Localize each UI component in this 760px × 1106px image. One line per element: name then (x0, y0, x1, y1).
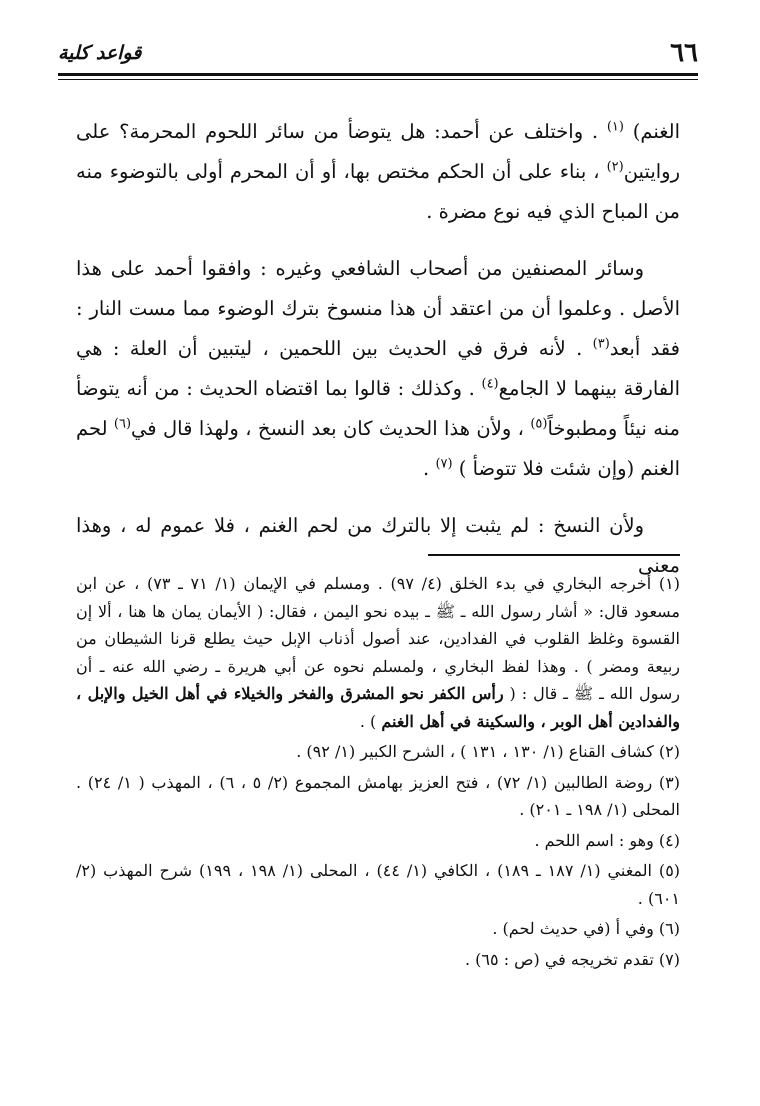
paragraph-text: . واختلف عن أحمد: هل يتوضأ من سائر اللحوم المحرمة؟ على روايتين (76, 120, 680, 183)
footnote-text: ) . (359, 711, 377, 731)
paragraph-text: . وكذلك : قالوا بما اقتضاه الحديث : من أنه يتوضأ منه نيئاً ومطبوخاً (76, 377, 680, 440)
footnote-3: (٣) روضة الطالبين (١/ ٧٢) ، فتح العزيز بهامش المجموع (٢/ ٥ ، ٦) ، المهذب ( ١/ ٢٤) . المحلى (١/ ١٩٨ ـ ٢٠١) . (76, 772, 680, 819)
footnote-ref-3: (٣) (592, 336, 610, 352)
paragraph-text: . (423, 457, 430, 480)
footnote-6: (٦) وفي أ (في حديث لحم) . (492, 919, 680, 938)
footnote-7: (٧) تقدم تخريجه في (ص : ٦٥) . (465, 949, 680, 969)
header-rule (58, 73, 698, 80)
paragraph-1 (76, 112, 680, 232)
footnote-text: (١) أخرجه البخاري في بدء الخلق (٤/ ٩٧) . ومسلم في الإيمان (١/ ٧١ ـ ٧٣) ، عن ابن مسعود قال: « أشار رسول الله ـ ﷺ ـ بيده نحو اليمن ، فقال: ( الأيمان يمان ها هنا ، ألا إن القسوة وغلظ القلوب في الفدادين، عند أصول أذناب الإبل حيث يطلع قرنا الشيطان من ربيعة ومضر ) . وهذا لفظ البخاري ، ولمسلم نحوه عن أبي هريرة ـ رضي الله عنه ـ أن رسول الله ـ ﷺ ـ قال : ( (76, 574, 681, 703)
footnote-ref-4: (٤) (481, 376, 499, 392)
running-title: قواعد كلية (58, 42, 142, 64)
footnote-1 (76, 570, 680, 735)
paragraph-text: وسائر المصنفين من أصحاب الشافعي وغيره : وافقوا أحمد على هذا الأصل . وعلموا أن من اعتقد أن هذا منسوخ بترك الوضوء مما مست النار : فقد أبعد (76, 257, 680, 360)
page-header (58, 34, 698, 72)
footnote-ref-5: (٥) (530, 416, 548, 432)
paragraph-text: ، ولأن هذا الحديث كان بعد النسخ ، ولهذا قال في (131, 417, 524, 440)
footnote-ref-1: (١) (606, 119, 624, 135)
footnote-2: (٢) كشاف القناع (١/ ١٣٠ ، ١٣١ ) ، الشرح الكبير (١/ ٩٢) . (296, 742, 680, 761)
footnote-ref-6: (٦) (113, 416, 132, 432)
paragraph-text: ، بناء على أن الحكم مختص بها، أو أن المحرم أولى بالتوضوء منه من المباح الذي فيه نوع مضرة . (76, 160, 680, 223)
footnote-ref-2: (٢) (606, 159, 624, 175)
main-text (76, 112, 680, 586)
footnote-separator (428, 554, 680, 556)
paragraph-3: ولأن النسخ : لم يثبت إلا بالترك من لحم الغنم ، فلا عموم له ، وهذا معنى (76, 514, 680, 577)
paragraph-2 (76, 249, 680, 489)
footnote-ref-7: (٧) (435, 456, 453, 472)
footnote-4: (٤) وهو : اسم اللحم . (534, 830, 680, 850)
paragraph-text: . لأنه فرق في الحديث بين اللحمين ، ليتبين أن العلة : هي الفارقة بينهما لا الجامع (76, 337, 681, 400)
page-number: ٦٦ (670, 38, 698, 68)
paragraph-text: الغنم) (632, 120, 680, 143)
footnote-5: (٥) المغني (١/ ١٨٧ ـ ١٨٩) ، الكافي (١/ ٤٤) ، المحلى (١/ ١٩٨ ، ١٩٩) شرح المهذب (٢/ ٦٠١) . (76, 861, 681, 908)
paragraph-text: لحم الغنم (وإن شئت فلا تتوضأ ) (76, 417, 680, 480)
footnote-quote: رأس الكفر نحو المشرق والفخر والخيلاء في أهل الخيل والإبل ، والفدادين أهل الوبر ، والسكينة في أهل الغنم (76, 684, 680, 731)
footnotes (76, 570, 680, 976)
